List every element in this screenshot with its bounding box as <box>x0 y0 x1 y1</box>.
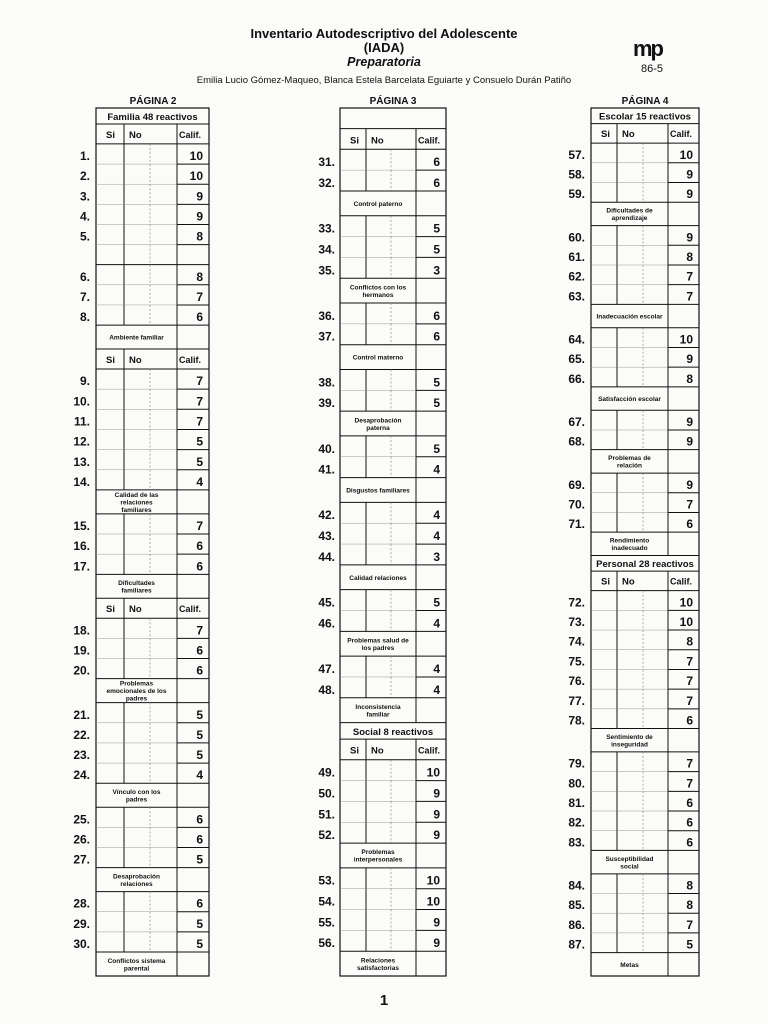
item-score: 7 <box>196 519 203 534</box>
form-authors: Emilia Lucio Gómez-Maqueo, Blanca Estela Barcelata Eguiarte y Consuelo Durán Patiño <box>196 75 572 86</box>
item-number: 9. <box>79 374 90 389</box>
item-number: 65. <box>568 352 585 367</box>
item-score: 5 <box>196 748 203 763</box>
item-number: 38. <box>318 375 335 390</box>
item-number: 86. <box>568 917 585 932</box>
item-number: 62. <box>568 269 585 284</box>
item-score: 7 <box>686 289 693 304</box>
scoring-column-3 <box>318 94 446 976</box>
item-number: 31. <box>318 155 335 170</box>
item-number: 23. <box>73 748 90 763</box>
item-number: 36. <box>318 308 335 323</box>
item-number: 1. <box>79 149 90 164</box>
subscale-label: Desaprobación relaciones <box>113 873 160 888</box>
item-score: 5 <box>433 595 440 610</box>
item-number: 24. <box>73 768 90 783</box>
item-score: 5 <box>196 434 203 449</box>
no-header: No <box>129 604 142 616</box>
subscale-label: Problemas de relación <box>608 455 651 470</box>
item-score: 5 <box>433 375 440 390</box>
item-score: 9 <box>433 915 440 930</box>
item-number: 44. <box>318 549 335 564</box>
item-number: 78. <box>568 713 585 728</box>
item-number: 15. <box>73 519 90 534</box>
item-score: 9 <box>686 167 693 182</box>
item-number: 73. <box>568 615 585 630</box>
item-score: 10 <box>679 595 693 610</box>
item-score: 5 <box>433 242 440 257</box>
subscale-label: Susceptibilidad social <box>605 855 654 871</box>
item-score: 7 <box>686 693 693 708</box>
item-score: 8 <box>196 269 203 284</box>
item-number: 14. <box>73 474 90 489</box>
subscale-label: Satisfacción escolar <box>598 396 661 404</box>
item-number: 47. <box>318 661 335 676</box>
calif-header: Calif. <box>418 135 441 146</box>
item-number: 64. <box>568 332 585 347</box>
item-number: 87. <box>568 937 585 952</box>
item-score: 5 <box>433 396 440 411</box>
item-number: 7. <box>79 289 90 304</box>
item-score: 6 <box>196 539 203 554</box>
subscale-label: Metas <box>620 961 639 969</box>
item-number: 28. <box>73 896 90 911</box>
item-number: 79. <box>568 756 585 771</box>
item-number: 52. <box>318 828 335 843</box>
item-number: 51. <box>318 807 335 822</box>
subscale-label: Desaprobación paterna <box>354 417 402 432</box>
item-score: 9 <box>686 352 693 367</box>
item-number: 55. <box>318 915 335 930</box>
item-score: 8 <box>196 229 203 244</box>
item-number: 67. <box>568 414 585 429</box>
item-number: 53. <box>318 873 335 888</box>
item-number: 16. <box>73 539 90 554</box>
item-number: 35. <box>318 263 335 278</box>
item-number: 48. <box>318 682 335 697</box>
item-number: 8. <box>79 310 90 325</box>
subscale-label: Calidad de las relaciones familiares <box>114 491 159 514</box>
subscale-label: Calidad relaciones <box>349 574 407 582</box>
item-number: 30. <box>73 937 90 952</box>
item-score: 4 <box>196 768 203 783</box>
item-score: 7 <box>686 917 693 932</box>
subscale-label: Control materno <box>352 354 404 362</box>
item-number: 50. <box>318 786 335 801</box>
calif-header: Calif. <box>670 576 693 587</box>
item-number: 49. <box>318 765 335 780</box>
subscale-label: Vínculo con los padres <box>112 788 161 804</box>
item-number: 54. <box>318 894 335 909</box>
item-score: 4 <box>433 529 440 544</box>
item-number: 2. <box>79 169 90 184</box>
no-header: No <box>129 354 142 366</box>
item-score: 5 <box>196 852 203 867</box>
item-number: 69. <box>568 477 585 492</box>
item-score: 10 <box>679 615 693 630</box>
item-score: 9 <box>433 828 440 843</box>
item-score: 8 <box>686 634 693 649</box>
item-score: 8 <box>686 898 693 913</box>
subscale-label: Inadecuación escolar <box>596 313 663 321</box>
item-score: 5 <box>196 937 203 952</box>
item-score: 6 <box>196 896 203 911</box>
item-number: 66. <box>568 371 585 386</box>
item-score: 10 <box>426 873 440 888</box>
item-number: 20. <box>73 663 90 678</box>
item-number: 37. <box>318 329 335 344</box>
item-score: 8 <box>686 878 693 893</box>
publisher-logo: mp <box>633 36 662 61</box>
item-score: 9 <box>686 187 693 202</box>
si-header: Si <box>106 604 115 616</box>
item-score: 6 <box>196 832 203 847</box>
item-score: 3 <box>433 549 440 564</box>
item-score: 10 <box>189 149 203 164</box>
subscale-label: Control paterno <box>353 200 403 208</box>
item-number: 61. <box>568 249 585 264</box>
no-header: No <box>129 129 142 141</box>
section-title: Familia 48 reactivos <box>107 111 198 123</box>
item-score: 8 <box>686 371 693 386</box>
item-score: 4 <box>433 616 440 631</box>
item-number: 12. <box>73 434 90 449</box>
item-number: 39. <box>318 396 335 411</box>
page-label: PÁGINA 3 <box>369 96 417 107</box>
si-header: Si <box>106 354 115 366</box>
item-score: 6 <box>686 815 693 830</box>
item-score: 7 <box>196 289 203 304</box>
item-number: 82. <box>568 815 585 830</box>
subscale-label: Dificultades familiares <box>118 580 155 595</box>
item-number: 57. <box>568 147 585 162</box>
subscale-label: Ambiente familiar <box>109 334 164 342</box>
si-header: Si <box>106 129 115 141</box>
item-score: 9 <box>196 189 203 204</box>
item-number: 26. <box>73 832 90 847</box>
item-number: 41. <box>318 462 335 477</box>
item-score: 4 <box>196 474 203 489</box>
item-score: 7 <box>196 374 203 389</box>
item-score: 9 <box>686 230 693 245</box>
calif-header: Calif. <box>179 604 202 615</box>
subscale-label: Problemas salud de los padres <box>347 637 409 652</box>
item-score: 7 <box>686 756 693 771</box>
item-number: 85. <box>568 898 585 913</box>
page-label: PÁGINA 2 <box>129 96 177 107</box>
item-score: 4 <box>433 661 440 676</box>
item-number: 71. <box>568 517 585 532</box>
item-score: 6 <box>196 643 203 658</box>
item-number: 76. <box>568 674 585 689</box>
item-score: 6 <box>433 308 440 323</box>
scoring-column-4 <box>568 94 699 976</box>
item-number: 80. <box>568 776 585 791</box>
item-number: 27. <box>73 852 90 867</box>
item-score: 7 <box>196 623 203 638</box>
item-number: 5. <box>79 229 90 244</box>
si-header: Si <box>601 576 610 588</box>
item-score: 7 <box>686 269 693 284</box>
subscale-label: Problemas interpersonales <box>353 849 403 864</box>
column-frame <box>340 108 446 976</box>
item-score: 6 <box>686 796 693 811</box>
item-number: 13. <box>73 454 90 469</box>
subscale-label: Disgustos familiares <box>346 487 410 495</box>
item-score: 6 <box>686 517 693 532</box>
si-header: Si <box>350 745 359 757</box>
si-header: Si <box>350 135 359 147</box>
item-number: 68. <box>568 434 585 449</box>
item-number: 45. <box>318 595 335 610</box>
item-number: 10. <box>73 394 90 409</box>
item-number: 56. <box>318 936 335 951</box>
item-number: 70. <box>568 497 585 512</box>
calif-header: Calif. <box>179 354 202 365</box>
item-score: 5 <box>433 221 440 236</box>
item-number: 72. <box>568 595 585 610</box>
item-score: 5 <box>196 454 203 469</box>
item-number: 25. <box>73 812 90 827</box>
item-score: 7 <box>686 674 693 689</box>
subscale-label: Conflictos sistema parental <box>107 957 166 973</box>
item-score: 5 <box>196 916 203 931</box>
item-score: 9 <box>433 786 440 801</box>
item-score: 4 <box>433 682 440 697</box>
form-code: 86-5 <box>641 63 664 75</box>
item-number: 34. <box>318 242 335 257</box>
item-score: 6 <box>686 713 693 728</box>
item-number: 84. <box>568 878 585 893</box>
item-score: 5 <box>433 441 440 456</box>
item-number: 6. <box>79 269 90 284</box>
item-score: 7 <box>686 654 693 669</box>
item-number: 22. <box>73 727 90 742</box>
item-number: 58. <box>568 167 585 182</box>
item-number: 29. <box>73 916 90 931</box>
calif-header: Calif. <box>179 129 202 140</box>
item-score: 7 <box>686 497 693 512</box>
item-number: 59. <box>568 187 585 202</box>
item-number: 81. <box>568 796 585 811</box>
item-score: 5 <box>196 707 203 722</box>
section-title: Escolar 15 reactivos <box>599 111 691 123</box>
item-number: 83. <box>568 835 585 850</box>
form-acronym: (IADA) <box>363 40 405 55</box>
item-number: 74. <box>568 634 585 649</box>
item-score: 4 <box>433 508 440 523</box>
item-number: 43. <box>318 529 335 544</box>
subscale-label: Relaciones satisfactorias <box>357 957 399 972</box>
page-label: PÁGINA 4 <box>621 96 669 107</box>
item-score: 6 <box>196 812 203 827</box>
item-score: 6 <box>433 329 440 344</box>
item-number: 77. <box>568 693 585 708</box>
item-score: 6 <box>433 175 440 190</box>
item-score: 10 <box>679 332 693 347</box>
item-score: 6 <box>196 663 203 678</box>
item-score: 7 <box>686 776 693 791</box>
item-number: 42. <box>318 508 335 523</box>
item-score: 8 <box>686 249 693 264</box>
item-number: 46. <box>318 616 335 631</box>
item-number: 19. <box>73 643 90 658</box>
subscale-label: Rendimiento inadecuado <box>609 537 650 553</box>
item-number: 17. <box>73 559 90 574</box>
no-header: No <box>622 576 635 588</box>
item-score: 6 <box>433 155 440 170</box>
item-number: 21. <box>73 707 90 722</box>
item-score: 3 <box>433 263 440 278</box>
item-score: 6 <box>196 310 203 325</box>
item-score: 9 <box>686 434 693 449</box>
item-number: 33. <box>318 221 335 236</box>
item-number: 18. <box>73 623 90 638</box>
item-number: 60. <box>568 230 585 245</box>
item-score: 9 <box>433 936 440 951</box>
section-title: Personal 28 reactivos <box>596 559 694 571</box>
subscale-label: Conflictos con los hermanos <box>349 284 407 299</box>
subscale-label: Problemas emocionales de los padres <box>106 680 167 703</box>
item-score: 6 <box>686 835 693 850</box>
subscale-label: Inconsistencia familiar <box>355 703 401 719</box>
subscale-label: Dificultades de aprendizaje <box>606 207 653 223</box>
item-score: 6 <box>196 559 203 574</box>
form-title: Inventario Autodescriptivo del Adolescente <box>250 26 518 41</box>
item-number: 4. <box>79 209 90 224</box>
item-score: 5 <box>686 937 693 952</box>
no-header: No <box>371 135 384 147</box>
item-score: 7 <box>196 394 203 409</box>
page-number: 1 <box>379 992 389 1009</box>
no-header: No <box>371 745 384 757</box>
item-score: 9 <box>196 209 203 224</box>
section-title: Social 8 reactivos <box>352 727 434 739</box>
scoring-column-2 <box>73 94 209 976</box>
item-number: 63. <box>568 289 585 304</box>
item-score: 10 <box>189 169 203 184</box>
item-score: 10 <box>426 894 440 909</box>
item-score: 5 <box>196 727 203 742</box>
item-score: 10 <box>679 147 693 162</box>
item-score: 10 <box>426 765 440 780</box>
item-number: 11. <box>73 414 90 429</box>
calif-header: Calif. <box>418 745 441 756</box>
item-number: 40. <box>318 441 335 456</box>
item-number: 32. <box>318 175 335 190</box>
item-number: 75. <box>568 654 585 669</box>
subscale-label: Sentimiento de inseguridad <box>606 733 653 749</box>
item-score: 4 <box>433 462 440 477</box>
calif-header: Calif. <box>670 129 693 140</box>
form-level: Preparatoria <box>347 55 421 69</box>
item-score: 9 <box>686 477 693 492</box>
item-score: 7 <box>196 414 203 429</box>
column-frame <box>96 108 209 976</box>
item-number: 3. <box>79 189 90 204</box>
item-score: 9 <box>686 414 693 429</box>
si-header: Si <box>601 129 610 141</box>
item-score: 9 <box>433 807 440 822</box>
no-header: No <box>622 129 635 141</box>
